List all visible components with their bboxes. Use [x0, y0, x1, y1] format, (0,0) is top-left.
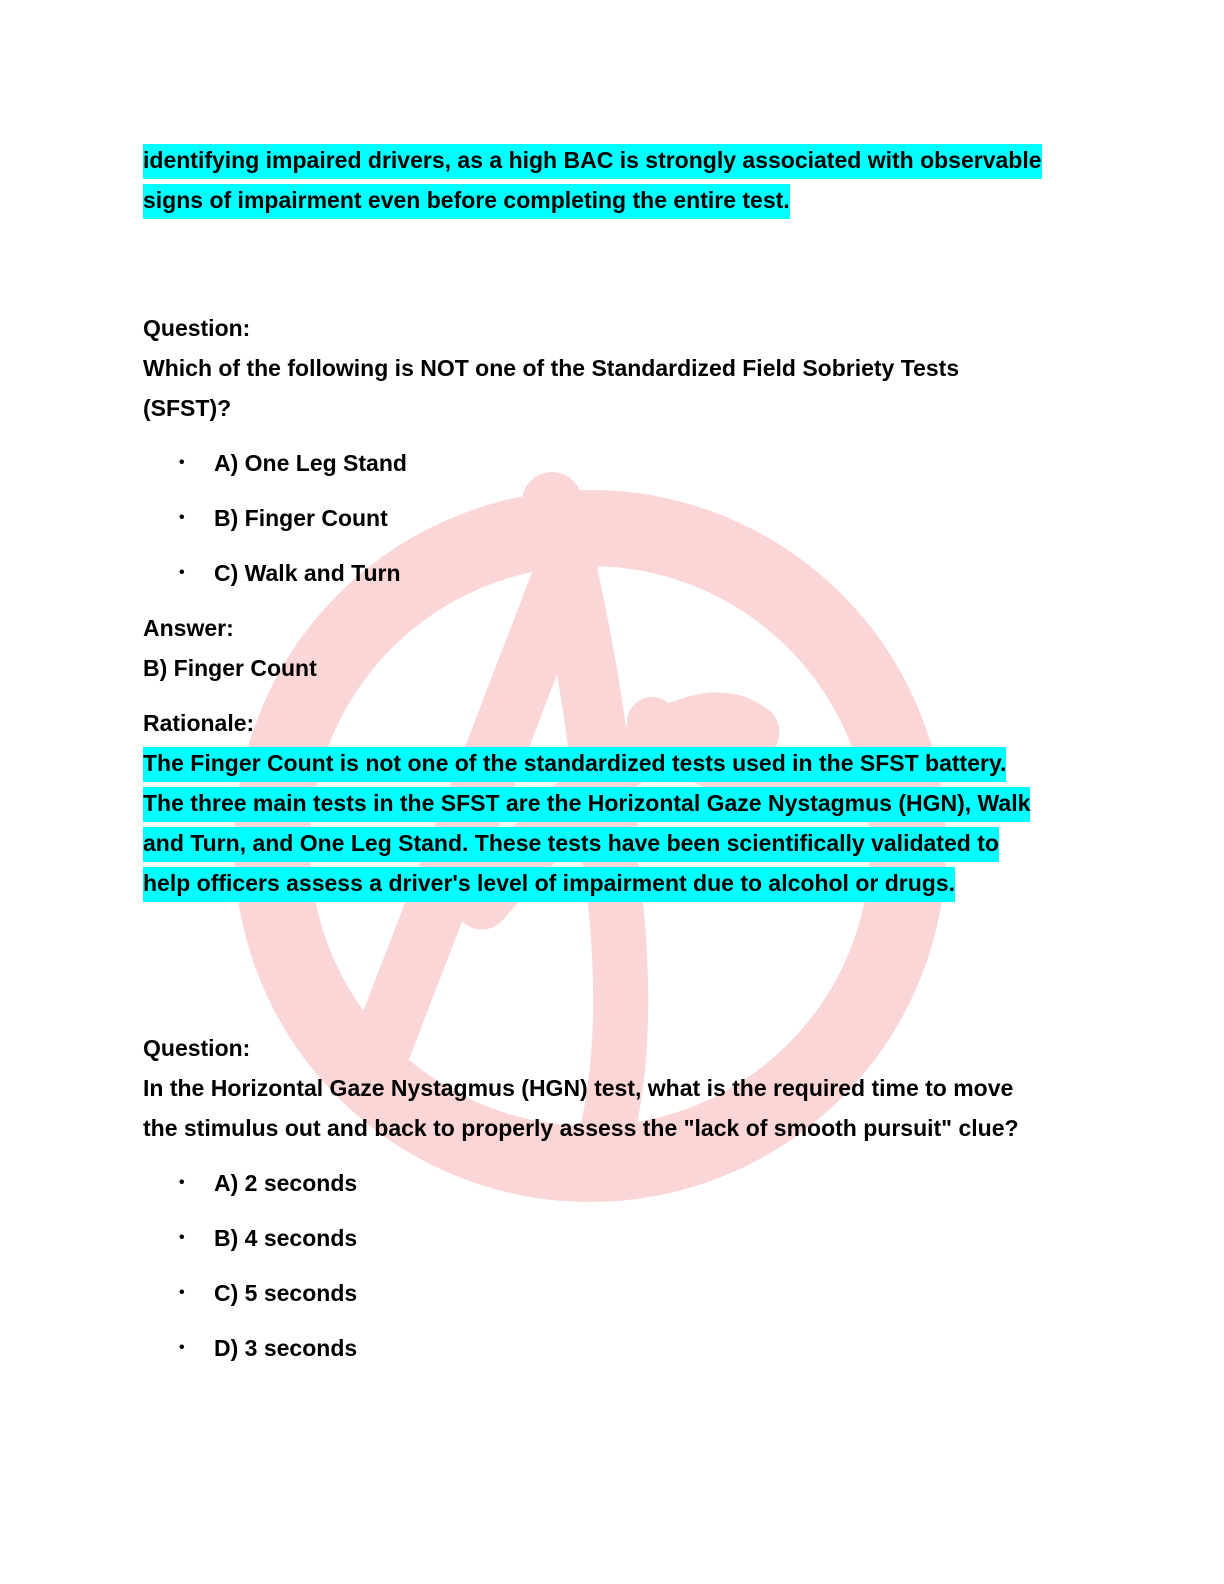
- question-2-label: Question:: [143, 1035, 251, 1061]
- rationale-1-line: The Finger Count is not one of the standardized tests used in the SFST battery.: [143, 743, 1083, 783]
- question-2-option-a: • A) 2 seconds: [143, 1163, 1083, 1203]
- question-1-options: [143, 443, 1083, 593]
- question-2-option-b: • B) 4 seconds: [143, 1218, 1083, 1258]
- bullet-icon: •: [179, 1229, 185, 1246]
- question-1-option-b: • B) Finger Count: [143, 498, 1083, 538]
- question-1-line: Which of the following is NOT one of the Standardized Field Sobriety Tests: [143, 355, 960, 381]
- question-2-option-d: • D) 3 seconds: [143, 1328, 1083, 1368]
- question-1-line: (SFST)?: [143, 395, 232, 421]
- question-2-line: In the Horizontal Gaze Nystagmus (HGN) test, what is the required time to move: [143, 1075, 1014, 1101]
- intro-rationale: [143, 140, 1083, 220]
- bullet-icon: •: [179, 454, 185, 471]
- question-1-text: [143, 348, 1083, 428]
- rationale-1-text: [143, 743, 1083, 903]
- question-1-option-c: • C) Walk and Turn: [143, 553, 1083, 593]
- question-1-label: Question:: [143, 315, 251, 341]
- rationale-1-label: Rationale:: [143, 710, 255, 736]
- question-1-option-a: • A) One Leg Stand: [143, 443, 1083, 483]
- rationale-1-line: help officers assess a driver's level of impairment due to alcohol or drugs.: [143, 863, 1083, 903]
- intro-rationale-line: signs of impairment even before completing the entire test.: [143, 180, 1083, 220]
- question-2-options: [143, 1163, 1083, 1368]
- answer-1-value: B) Finger Count: [143, 655, 317, 681]
- bullet-icon: •: [179, 1339, 185, 1356]
- intro-rationale-line: identifying impaired drivers, as a high BAC is strongly associated with observable: [143, 140, 1083, 180]
- rationale-1-line: and Turn, and One Leg Stand. These tests have been scientifically validated to: [143, 823, 1083, 863]
- document-content: [143, 140, 1083, 1383]
- bullet-icon: •: [179, 1174, 185, 1191]
- bullet-icon: •: [179, 564, 185, 581]
- question-2-text: [143, 1068, 1083, 1148]
- question-2-option-c: • C) 5 seconds: [143, 1273, 1083, 1313]
- question-2-line: the stimulus out and back to properly assess the "lack of smooth pursuit" clue?: [143, 1115, 1019, 1141]
- bullet-icon: •: [179, 509, 185, 526]
- rationale-1-line: The three main tests in the SFST are the Horizontal Gaze Nystagmus (HGN), Walk: [143, 783, 1083, 823]
- answer-1-label: Answer:: [143, 615, 234, 641]
- bullet-icon: •: [179, 1284, 185, 1301]
